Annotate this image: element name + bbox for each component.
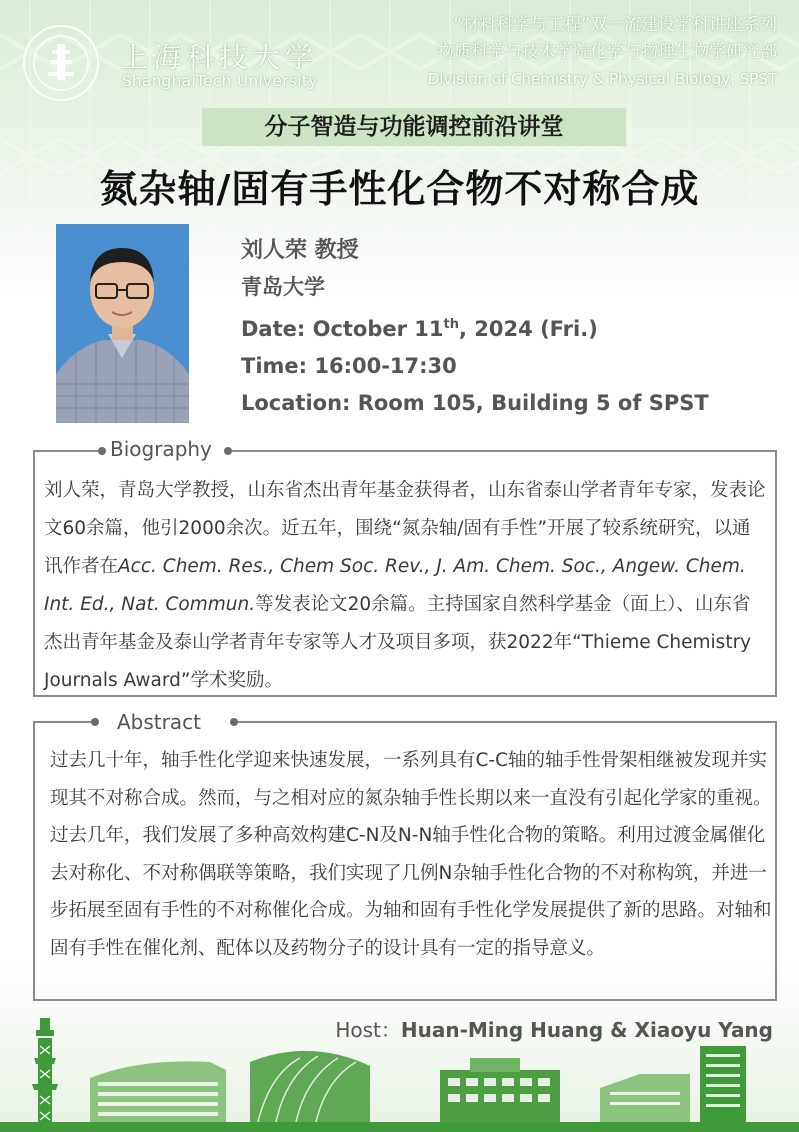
department-en: Division of Chemistry & Physical Biology, SPST: [427, 70, 777, 88]
biography-box-top-right: [232, 450, 775, 452]
biography-box-top-left: [33, 450, 101, 452]
bullet-dot-icon: [98, 447, 106, 455]
campus-buildings-illustration: [0, 1018, 799, 1132]
biography-journals: Acc. Chem. Res., Chem Soc. Rev., J. Am. Chem. Soc., Angew. Chem. Int. Ed., Nat. Commun.: [44, 556, 746, 615]
host-label: Host：: [335, 1018, 401, 1042]
university-seal-icon: [22, 24, 100, 102]
lecture-title: 氮杂轴/固有手性化合物不对称合成: [99, 167, 700, 211]
bullet-dot-icon: [91, 718, 99, 726]
event-time: Time: 16:00-17:30: [241, 354, 457, 378]
date-value: October 11: [312, 317, 444, 341]
lecture-series: “材料科学与工程”双一流建设学科讲座系列: [453, 15, 777, 35]
event-location: Location: Room 105, Building 5 of SPST: [241, 391, 709, 415]
abstract-box-top-right: [238, 721, 775, 723]
biography-heading: Biography: [110, 437, 212, 461]
university-name-cn: 上海科技大学: [120, 41, 319, 74]
bullet-dot-icon: [230, 718, 238, 726]
date-rest: , 2024 (Fri.): [459, 317, 598, 341]
abstract-heading: Abstract: [117, 710, 201, 734]
host-names: Huan-Ming Huang & Xiaoyu Yang: [400, 1018, 773, 1042]
speaker-photo: [56, 224, 189, 423]
event-date: [241, 306, 709, 348]
speaker-affiliation: 青岛大学: [241, 275, 325, 299]
date-label: Date:: [241, 317, 313, 341]
abstract-text: 过去几十年，轴手性化学迎来快速发展，一系列具有C-C轴的轴手性骨架相继被发现并实现其不对称合成。然而，与之相对应的氮杂轴手性长期以来一直没有引起化学家的重视。过去几年，我们发展了多种高效构建C-N及N-N轴手性化合物的策略。利用过渡金属催化去对称化、不对称偶联等策略，我们实现了几例N杂轴手性化合物的不对称构筑，并进一步拓展至固有手性的不对称催化合成。为轴和固有手性化学发展提供了新的思路。对轴和固有手性在催化剂、配体以及药物分子的设计具有一定的指导意义。: [50, 750, 772, 959]
lecture-series-title: 分子智造与功能调控前沿讲堂: [202, 108, 626, 146]
biography-text: [44, 472, 768, 700]
speaker-name: 刘人荣 教授: [241, 238, 359, 263]
biography-text-part-2: 等发表论文20余篇。主持国家自然科学基金（面上）、山东省杰出青年基金及泰山学者青年专家等人才及项目多项，获2022年“Thieme Chemistry Journals Award”学术奖励。: [44, 594, 752, 691]
bullet-dot-icon: [224, 447, 232, 455]
date-suffix: th: [443, 317, 460, 332]
biography-text-part-1: 刘人荣，青岛大学教授，山东省杰出青年基金获得者，山东省泰山学者青年专家，发表论文60余篇，他引2000余次。近五年，围绕“氮杂轴/固有手性”开展了较系统研究，以通讯作者在: [44, 480, 766, 577]
speaker-info: [241, 232, 709, 422]
header-right: [428, 12, 777, 93]
department-cn: 物质科学与技术学院化学与物理生物学研究部: [437, 42, 777, 62]
university-name-en: ShanghaiTech University: [122, 72, 318, 90]
abstract-box-top-left: [33, 721, 95, 723]
